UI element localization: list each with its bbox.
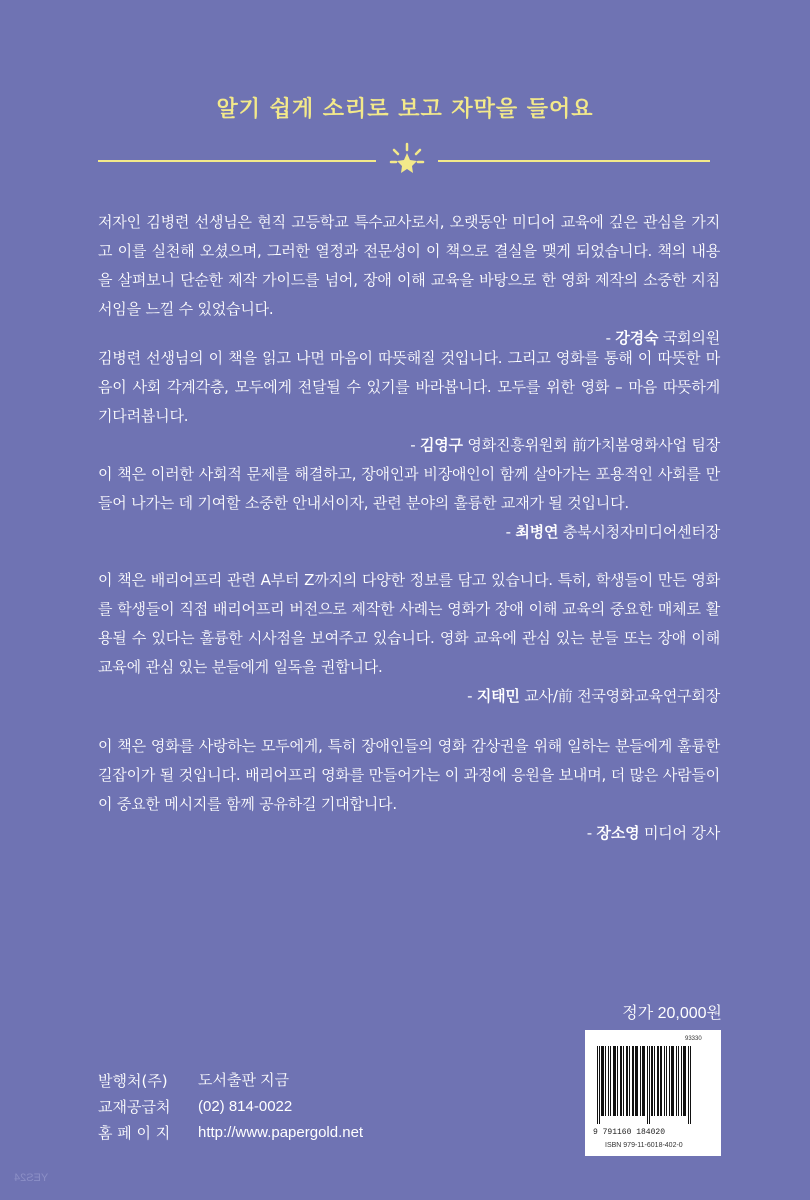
barcode-bar [669, 1046, 670, 1116]
barcode-bar [620, 1046, 622, 1116]
isbn-barcode [585, 1030, 721, 1156]
review-text: 저자인 김병련 선생님은 현직 고등학교 특수교사로서, 오랫동안 미디어 교육에 깊은 관심을 가지고 이를 실천해 오셨으며, 그러한 열정과 전문성이 이 책으로 결실을 맺게 되었습니다. 책의 내용을 살펴보니 단순한 제작 가이드를 넘어, 장애 이해 교육을 바탕으로 한 영화 제작의 소중한 지침서임을 느낄 수 있었습니다. [98, 213, 720, 318]
barcode-bar [629, 1046, 630, 1116]
review-5 [98, 732, 720, 848]
reviewer-title: 충북시청자미디어센터장 [558, 523, 720, 541]
barcode-bar [617, 1046, 618, 1116]
publisher-info [98, 1068, 363, 1146]
barcode-bar [683, 1046, 686, 1116]
review-attribution [98, 682, 720, 711]
review-1 [98, 208, 720, 353]
barcode-bar [632, 1046, 634, 1116]
barcode-bar [647, 1046, 648, 1124]
barcode-bar [666, 1046, 667, 1116]
barcode-bar [610, 1046, 611, 1116]
barcode-bars [585, 1030, 721, 1140]
review-text: 이 책은 영화를 사랑하는 모두에게, 특히 장애인들의 영화 감상권을 위해 일하는 분들에게 훌륭한 길잡이가 될 것입니다. 배리어프리 영화를 만들어가는 이 과정에 응원을 보내며, 더 많은 사람들이 이 중요한 메시지를 함께 공유하길 기대합니다. [98, 737, 720, 813]
barcode-bar [676, 1046, 677, 1116]
barcode-addon-code: 93330 [685, 1036, 702, 1042]
reviewer-name: 강경숙 [615, 329, 659, 347]
attribution-dash: - [467, 687, 477, 705]
publisher-value: 도서출판 지금 [198, 1072, 290, 1089]
homepage-url: http://www.papergold.net [198, 1124, 364, 1141]
barcode-bar [599, 1046, 600, 1124]
homepage-label: 홈 페 이 지 [98, 1124, 171, 1142]
sparkle-star-icon [388, 142, 426, 180]
reviewer-name: 지태민 [476, 687, 520, 705]
barcode-bar [654, 1046, 655, 1116]
barcode-bar [688, 1046, 689, 1124]
attribution-dash: - [605, 329, 616, 347]
review-2 [98, 344, 720, 460]
barcode-bar [681, 1046, 682, 1116]
barcode-bar [651, 1046, 653, 1116]
barcode-bar [635, 1046, 638, 1116]
publisher-label: 발행처(주) [98, 1072, 168, 1090]
barcode-bar [613, 1046, 616, 1116]
reviewer-name: 최병연 [515, 523, 559, 541]
review-attribution [98, 819, 720, 848]
attribution-dash: - [410, 436, 420, 454]
barcode-bar [626, 1046, 628, 1116]
reviewer-title: 미디어 강사 [639, 824, 720, 842]
barcode-bar [642, 1046, 645, 1116]
divider-line-right [438, 160, 710, 162]
barcode-bar [623, 1046, 624, 1116]
divider-line-left [98, 160, 376, 162]
review-attribution [98, 518, 720, 547]
review-3 [98, 460, 720, 547]
barcode-bar [601, 1046, 604, 1116]
publisher-row [98, 1068, 363, 1094]
review-attribution [98, 431, 720, 460]
review-text: 이 책은 이러한 사회적 문제를 해결하고, 장애인과 비장애인이 함께 살아가는 포용적인 사회를 만들어 나가는 데 기여할 소중한 안내서이자, 관련 분야의 훌륭한 교재가 될 것입니다. [98, 465, 720, 512]
watermark: YES24 [14, 1172, 49, 1184]
barcode-bar [678, 1046, 679, 1116]
barcode-bar [660, 1046, 662, 1116]
barcode-bar [690, 1046, 691, 1124]
barcode-bar [640, 1046, 641, 1116]
reviewer-title: 교사/前 전국영화교육연구회장 [519, 687, 720, 705]
review-4 [98, 566, 720, 711]
reviewer-title: 영화진흥위원회 前가치봄영화사업 팀장 [462, 436, 720, 454]
price-label: 정가 20,000원 [622, 1005, 722, 1022]
headline: 알기 쉽게 소리로 보고 자막을 들어요 [216, 97, 594, 122]
supplier-phone: (02) 814-0022 [198, 1098, 293, 1115]
homepage-row [98, 1120, 363, 1146]
supplier-row [98, 1094, 363, 1120]
attribution-dash: - [505, 523, 516, 541]
review-text: 이 책은 배리어프리 관련 A부터 Z까지의 다양한 정보를 담고 있습니다. 특히, 학생들이 만든 영화를 학생들이 직접 배리어프리 버전으로 제작한 사례는 영화가 장애 이해 교육의 중요한 매체로 활용될 수 있다는 훌륭한 시사점을 보여주고 있습니다. 영화 교육에 관심 있는 분들 또는 장애 이해 교육에 관심 있는 분들에게 일독을 권합니다. [98, 571, 720, 676]
barcode-bar [605, 1046, 606, 1116]
attribution-dash: - [586, 824, 597, 842]
barcode-bar [664, 1046, 665, 1116]
barcode-bar [608, 1046, 609, 1116]
isbn-number: ISBN 979-11-6018-402-0 [605, 1142, 683, 1149]
barcode-bar [649, 1046, 650, 1124]
supplier-label: 교재공급처 [98, 1098, 171, 1116]
barcode-bar [597, 1046, 598, 1124]
barcode-bar [671, 1046, 674, 1116]
reviewer-name: 김영구 [419, 436, 463, 454]
review-text: 김병련 선생님의 이 책을 읽고 나면 마음이 따뜻해질 것입니다. 그리고 영화를 통해 이 따뜻한 마음이 사회 각계각층, 모두에게 전달될 수 있기를 바라봅니다. 모두를 위한 영화 – 마음 따뜻하게 기다려봅니다. [98, 349, 720, 425]
barcode-digits: 9 791160 184020 [593, 1128, 666, 1137]
reviewer-title: 국회의원 [658, 329, 720, 347]
reviewer-name: 장소영 [596, 824, 640, 842]
barcode-bar [657, 1046, 659, 1116]
